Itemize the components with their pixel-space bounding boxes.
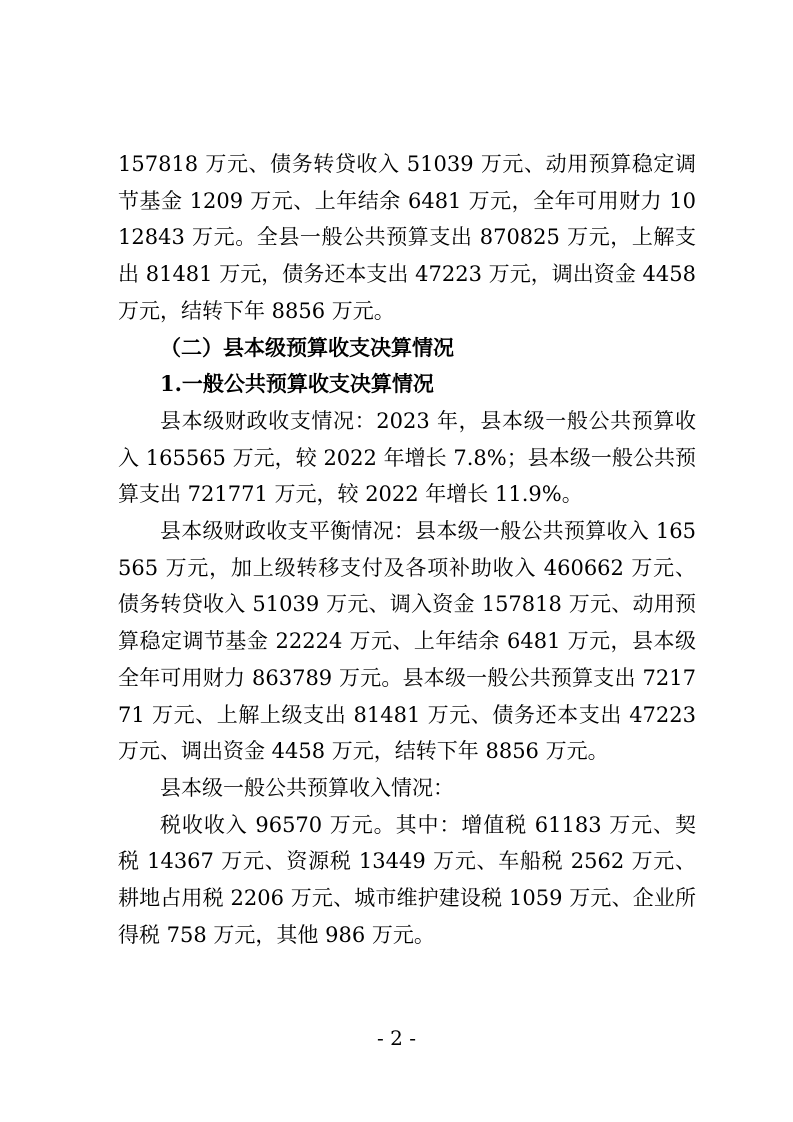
document-body [118,146,696,953]
subsection-heading-general-budget: 1.一般公共预算收支决算情况 [160,371,434,397]
section-heading-county-budget: （二）县本级预算收支决算情况 [160,334,454,360]
paragraph-revenue-expenditure: 县本级财政收支情况：2023 年，县本级一般公共预算收入 165565 万元，较 2022 年增长 7.8%；县本级一般公共预算支出 721771 万元，较 2022 年增长 11.9%。 [118,408,696,507]
paragraph-tax-revenue: 税收收入 96570 万元。其中：增值税 61183 万元、契税 14367 万元、资源税 13449 万元、车船税 2562 万元、耕地占用税 2206 万元、城市维护建设税 1059 万元、企业所得税 758 万元，其他 986 万元。 [118,812,696,947]
paragraph-revenue-intro: 县本级一般公共预算收入情况： [160,775,454,800]
paragraph-continued-summary: 157818 万元、债务转贷收入 51039 万元、动用预算稳定调节基金 1209 万元、上年结余 6481 万元，全年可用财力 1012843 万元。全县一般公共预算支出 870825 万元，上解支出 81481 万元，债务还本支出 47223 万元，调出资金 4458 万元，结转下年 8856 万元。 [118,152,696,323]
paragraph-balance: 县本级财政收支平衡情况：县本级一般公共预算收入 165565 万元，加上级转移支付及各项补助收入 460662 万元、债务转贷收入 51039 万元、调入资金 157818 万元、动用预算稳定调节基金 22224 万元、上年结余 6481 万元，县本级全年可用财力 863789 万元。县本级一般公共预算支出 721771 万元、上解上级支出 81481 万元、债务还本支出 47223 万元、调出资金 4458 万元，结转下年 8856 万元。 [118,519,696,764]
page-number: - 2 - [377,1026,416,1050]
